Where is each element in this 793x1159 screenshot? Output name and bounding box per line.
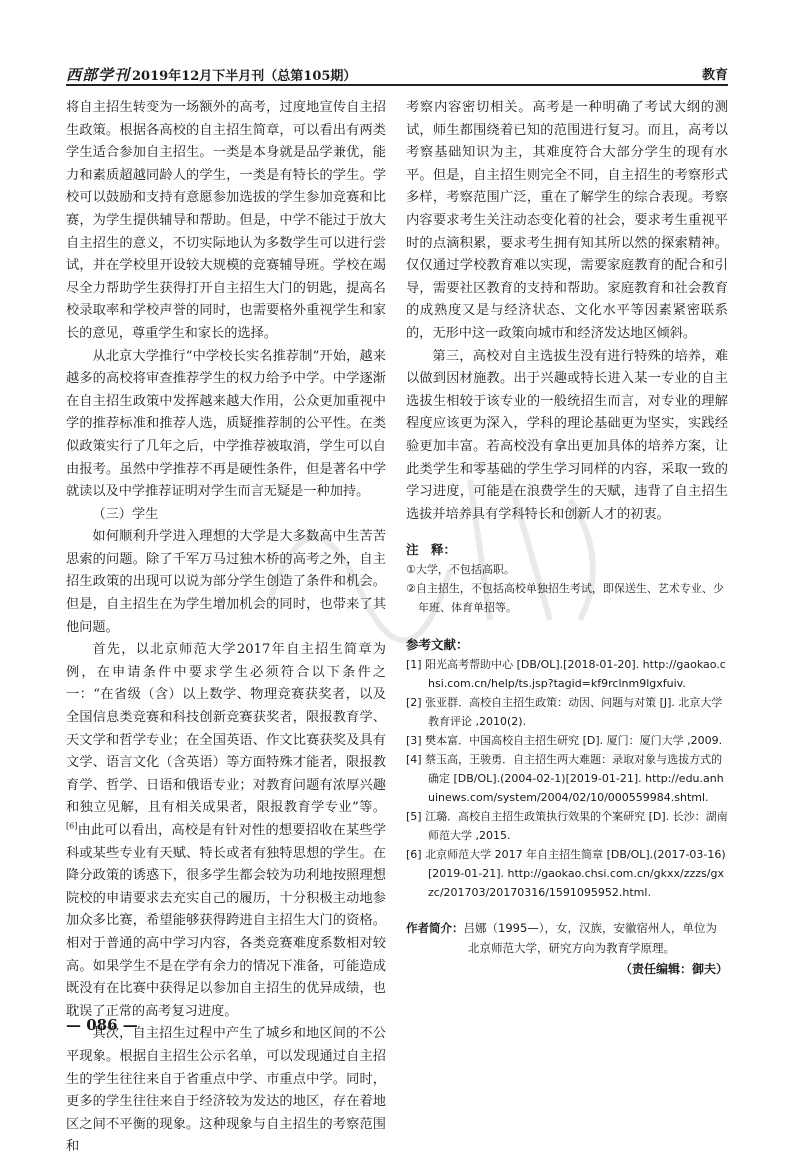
reference-text: 张亚群．高校自主招生政策：动因、问题与对策 [J]. 北京大学教育评论 ,2010(2). — [425, 696, 723, 729]
left-column — [66, 97, 386, 1159]
paragraph: 考察内容密切相关。高考是一种明确了考试大纲的测试，师生都围绕着已知的范围进行复习。而且，高考以考察基础知识为主，其难度符合大部分学生的现有水平。但是，自主招生则完全不同，自主招生的考察形式多样，考察范围广泛，重在了解学生的综合表现。考察内容要求考生关注动态变化着的社会，要求考生重视平时的点滴积累，要求考生拥有知其所以然的探索精神。仅仅通过学校教育难以实现，需要家庭教育的配合和引导，需要社区教育的支持和帮助。家庭教育和社会教育的成熟度又是与经济状态、文化水平等因素紧密联系的，无形中这一政策向城市和经济发达地区倾斜。 — [406, 100, 728, 341]
reference-text: 北京师范大学 2017 年自主招生简章 [DB/OL].(2017-03-16)[2019-01-21]. http://gaokao.chsi.com.cn/gkxx/zzzs/gxzc/201703/20170316/1591095952.html. — [425, 848, 726, 900]
reference-number: [3] — [406, 734, 422, 748]
reference-text: 江璐．高校自主招生政策执行效果的个案研究 [D]. 长沙：湖南师范大学 ,2015. — [425, 810, 728, 843]
reference-text: 蔡玉高，王骏勇．自主招生两大难题：录取对象与选拔方式的确定 [DB/OL].(2004-02-1)[2019-01-21]. http://edu.anhuinews.com/system/2004/02/10/000559984.shtml. — [425, 753, 724, 805]
reference-number: [2] — [406, 696, 422, 710]
paragraph: 其次，自主招生过程中产生了城乡和地区间的不公平现象。根据自主招生公示名单，可以发现通过自主招生的学生往往来自于省重点中学、市重点中学。同时，更多的学生往往来自于经济较为发达的地区，存在着地区之间不平衡的现象。这种现象与自主招生的考察范围和 — [66, 1026, 386, 1155]
notes-heading: 注 释： — [406, 542, 457, 558]
header-left — [66, 64, 356, 85]
paragraph: 从北京大学推行“中学校长实名推荐制”开始，越来越多的高校将审查推荐学生的权力给予中学。中学逐渐在自主招生政策中发挥越来越大作用，公众更加重视中学的推荐标准和推荐人选，质疑推荐制的公平性。在类似政策实行了几年之后，中学推荐被取消，学生可以自由报考。虽然中学推荐不再是硬性条件，但是著名中学就读以及中学推荐证明对学生而言无疑是一种加持。 — [66, 348, 386, 500]
author-text: 吕娜（1995—），女，汉族，安徽宿州人，单位为北京师范大学，研究方向为教育学原理。 — [463, 921, 718, 956]
paragraph: 将自主招生转变为一场额外的高考，过度地宣传自主招生政策。根据各高校的自主招生简章，可以看出有两类学生适合参加自主招生。一类是本身就是品学兼优，能力和素质超越同龄人的学生，一类是有特长的学生。学校可以鼓励和支持有意愿参加选拔的学生参加竞赛和比赛，为学生提供辅导和帮助。但是，中学不能过于放大自主招生的意义，不切实际地认为多数学生可以进行尝试，并在学校里开设较大规模的竞赛辅导班。学校在竭尽全力帮助学生获得打开自主招生大门的钥匙，提高名校录取率和学校声誉的同时，也需要格外重视学生和家长的意见，尊重学生和家长的选择。 — [66, 100, 386, 341]
responsible-editor: （责任编辑：御夫） — [619, 962, 728, 977]
journal-logo: 西部学刊 — [66, 66, 131, 84]
note-item: ①大学，不包括高职。 — [406, 563, 515, 577]
page-number: — 086 — — [66, 1016, 138, 1034]
page-header — [66, 60, 728, 86]
note-item: ②自主招生，不包括高校单独招生考试，即保送生、艺术专业、少年班、体育单招等。 — [406, 582, 724, 615]
reference-text: 樊本富．中国高校自主招生研究 [D]. 厦门：厦门大学 ,2009. — [425, 734, 723, 748]
reference-text: 阳光高考帮助中心 [DB/OL].[2018-01-20]. http://gaokao.chsi.com.cn/help/ts.jsp?tagid=kf9rclnm9lgxfuiv. — [425, 658, 726, 691]
reference-item — [406, 655, 728, 693]
author-label: 作者简介： — [406, 921, 464, 936]
reference-number: [5] — [406, 810, 422, 824]
references-heading: 参考文献： — [406, 637, 469, 653]
reference-item — [406, 750, 728, 807]
paragraph-text: 由此可以看出，高校是有针对性的想要招收在某些学科或某些专业有天赋、特长或者有独特思想的学生。在降分政策的诱惑下，很多学生都会较为功利地按照理想院校的申请要求去充实自己的履历，十分积极主动地参加众多比赛，希望能够获得跨进自主招生大门的资格。相对于普通的高中学习内容，各类竞赛难度系数相对较高。如果学生不是在学有余力的情况下准备，可能造成既没有在比赛中获得足以参加自主招生的优异成绩，也耽误了正常的高考复习进度。 — [66, 823, 386, 1019]
paragraph — [66, 639, 386, 1023]
issue-info: 2019年12月下半月刊（总第105期） — [132, 69, 357, 84]
reference-number: [4] — [406, 753, 422, 767]
reference-item — [406, 845, 728, 902]
reference-number: [6] — [406, 848, 422, 862]
section-subheading: （三）学生 — [92, 506, 159, 522]
reference-item — [406, 693, 728, 731]
reference-item — [406, 731, 728, 750]
reference-item — [406, 807, 728, 845]
section-name: 教育 — [701, 68, 728, 83]
reference-number: [1] — [406, 658, 422, 672]
right-column — [406, 97, 728, 977]
paragraph-text: 首先，以北京师范大学2017年自主招生简章为例，在申请条件中要求学生必须符合以下条件之一：“在省级（含）以上数学、物理竞赛获奖者，以及全国信息类竞赛和科技创新竞赛获奖者，限报教育学、天文学和哲学专业；在全国英语、作文比赛获奖及具有文学、语言文化（含英语）等方面特殊才能者，限报教育学、哲学、日语和俄语专业；对教育问题有浓厚兴趣和独立见解，且有相关成果者，限报教育学专业”等。 — [66, 642, 386, 816]
paragraph: 第三，高校对自主选拔生没有进行特殊的培养，难以做到因材施教。出于兴趣或特长进入某一专业的自主选拔生相较于该专业的一般统招生而言，对专业的理解程度应该更为深入，学科的理论基础更为坚实，实践经验更加丰富。若高校没有拿出更加具体的培养方案，让此类学生和零基础的学生学习同样的内容，采取一致的学习进度，可能是在浪费学生的天赋，违背了自主招生选拔并培养具有学科特长和创新人才的初衷。 — [406, 348, 728, 522]
author-bio — [406, 918, 728, 958]
paragraph: 如何顺利升学进入理想的大学是大多数高中生苦苦思索的问题。除了千军万马过独木桥的高考之外，自主招生政策的出现可以说为部分学生创造了条件和机会。但是，自主招生在为学生增加机会的同时，也带来了其他问题。 — [66, 529, 386, 635]
citation-marker: [6] — [66, 821, 78, 831]
